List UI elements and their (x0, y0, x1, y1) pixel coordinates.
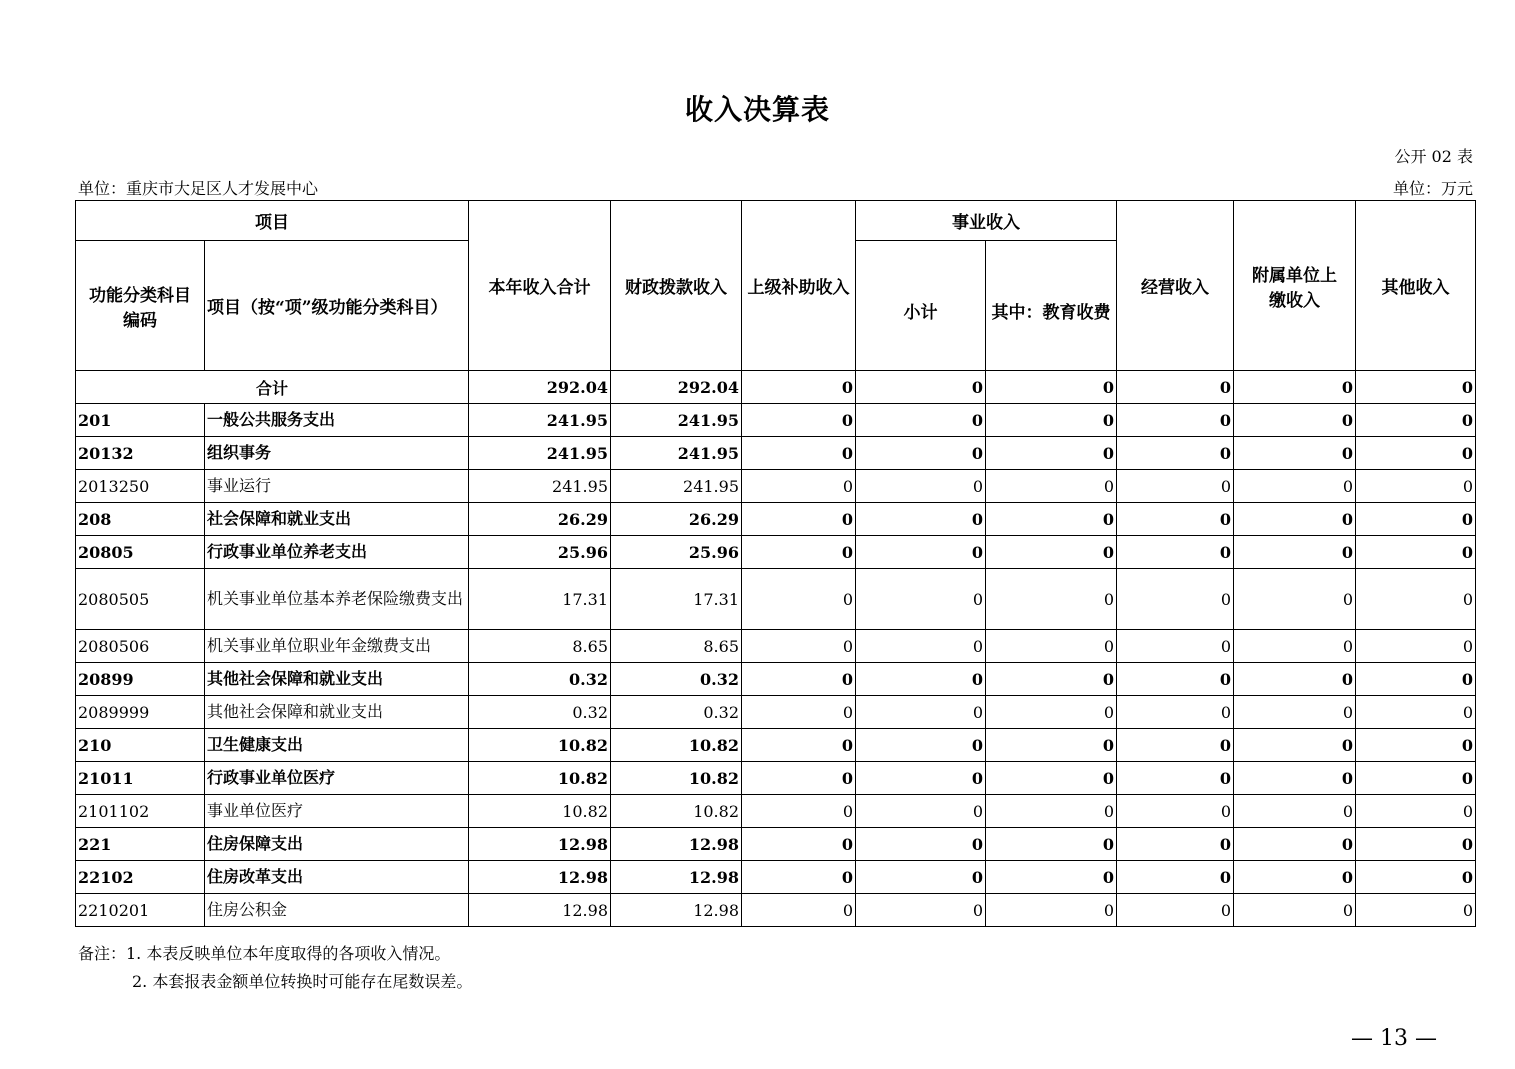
row-value: 0 (1356, 828, 1476, 861)
row-name: 其他社会保障和就业支出 (205, 696, 469, 729)
row-value: 0 (856, 503, 986, 536)
row-value: 0 (1356, 470, 1476, 503)
row-value: 0 (742, 470, 856, 503)
row-value: 0 (1356, 437, 1476, 470)
table-row (76, 663, 1476, 696)
row-value: 0 (1234, 762, 1356, 795)
row-value: 0 (1356, 630, 1476, 663)
row-code: 208 (76, 503, 205, 536)
row-value: 0 (856, 404, 986, 437)
table-row (76, 437, 1476, 470)
row-name: 其他社会保障和就业支出 (205, 663, 469, 696)
row-value: 0 (1356, 696, 1476, 729)
row-code: 2210201 (76, 894, 205, 927)
row-value: 0 (1356, 861, 1476, 894)
income-table (75, 200, 1476, 927)
row-value: 0 (1234, 536, 1356, 569)
row-value: 0 (1356, 503, 1476, 536)
row-value: 0 (856, 729, 986, 762)
table-row (76, 762, 1476, 795)
row-value: 10.82 (611, 762, 742, 795)
row-value: 0 (986, 828, 1117, 861)
row-value: 0 (1234, 696, 1356, 729)
row-value: 0 (1117, 437, 1234, 470)
row-value: 0 (856, 630, 986, 663)
row-value: 0 (742, 762, 856, 795)
row-value: 0 (1234, 470, 1356, 503)
total-value: 0 (1234, 371, 1356, 404)
row-value: 0 (986, 536, 1117, 569)
row-value: 0 (856, 569, 986, 630)
row-value: 0 (1117, 663, 1234, 696)
row-value: 0 (742, 630, 856, 663)
row-value: 0 (1234, 828, 1356, 861)
table-row (76, 696, 1476, 729)
row-value: 0 (1356, 404, 1476, 437)
header-name: 项目（按“项”级功能分类科目） (205, 241, 469, 371)
table-row (76, 861, 1476, 894)
row-value: 0 (856, 861, 986, 894)
row-value: 0 (986, 795, 1117, 828)
unit-organization: 单位：重庆市大足区人才发展中心 (78, 179, 319, 198)
table-row (76, 894, 1476, 927)
row-value: 0 (1117, 503, 1234, 536)
row-value: 0 (742, 437, 856, 470)
row-name: 社会保障和就业支出 (205, 503, 469, 536)
row-code: 21011 (76, 762, 205, 795)
row-value: 0.32 (611, 696, 742, 729)
row-value: 0 (986, 404, 1117, 437)
row-name: 住房保障支出 (205, 828, 469, 861)
total-value: 292.04 (611, 371, 742, 404)
total-label: 合计 (76, 371, 469, 404)
row-value: 0 (742, 828, 856, 861)
row-value: 10.82 (611, 795, 742, 828)
row-value: 0 (742, 569, 856, 630)
row-value: 17.31 (611, 569, 742, 630)
table-row (76, 828, 1476, 861)
row-value: 0 (742, 536, 856, 569)
row-value: 241.95 (611, 404, 742, 437)
row-name: 住房改革支出 (205, 861, 469, 894)
row-code: 2080506 (76, 630, 205, 663)
row-value: 241.95 (611, 470, 742, 503)
header-affiliated: 附属单位上缴收入 (1234, 201, 1356, 371)
row-value: 0 (1234, 729, 1356, 762)
row-value: 0 (1356, 894, 1476, 927)
row-name: 组织事务 (205, 437, 469, 470)
row-value: 12.98 (469, 894, 611, 927)
row-value: 0 (1234, 404, 1356, 437)
row-code: 210 (76, 729, 205, 762)
row-value: 0 (986, 861, 1117, 894)
row-value: 0 (986, 663, 1117, 696)
row-value: 0 (856, 762, 986, 795)
row-name: 行政事业单位医疗 (205, 762, 469, 795)
row-value: 0 (986, 894, 1117, 927)
total-value: 292.04 (469, 371, 611, 404)
total-value: 0 (1356, 371, 1476, 404)
row-value: 8.65 (469, 630, 611, 663)
notes (78, 940, 472, 996)
header-fiscal: 财政拨款收入 (611, 201, 742, 371)
row-value: 10.82 (611, 729, 742, 762)
row-value: 0 (1234, 503, 1356, 536)
page-number: — 13 — (1351, 1026, 1437, 1051)
row-value: 241.95 (611, 437, 742, 470)
row-value: 0.32 (611, 663, 742, 696)
row-value: 0 (1117, 404, 1234, 437)
table-row (76, 795, 1476, 828)
row-value: 0 (1356, 569, 1476, 630)
row-value: 241.95 (469, 404, 611, 437)
row-value: 0 (986, 630, 1117, 663)
row-value: 0 (1356, 795, 1476, 828)
row-value: 0 (1117, 762, 1234, 795)
row-code: 2089999 (76, 696, 205, 729)
row-name: 行政事业单位养老支出 (205, 536, 469, 569)
total-value: 0 (856, 371, 986, 404)
header-education: 其中：教育收费 (986, 241, 1117, 371)
row-value: 12.98 (469, 828, 611, 861)
row-name: 一般公共服务支出 (205, 404, 469, 437)
table-row (76, 630, 1476, 663)
row-value: 0 (1117, 536, 1234, 569)
row-value: 0 (1234, 894, 1356, 927)
total-value: 0 (986, 371, 1117, 404)
row-value: 0 (1356, 762, 1476, 795)
row-code: 20899 (76, 663, 205, 696)
row-value: 0 (1234, 437, 1356, 470)
row-value: 0 (1234, 795, 1356, 828)
header-project: 项目 (76, 201, 469, 241)
table-row (76, 569, 1476, 630)
row-value: 0 (742, 795, 856, 828)
row-value: 0 (742, 404, 856, 437)
row-value: 0 (1117, 630, 1234, 663)
row-code: 2013250 (76, 470, 205, 503)
row-value: 0 (986, 729, 1117, 762)
row-value: 0 (986, 470, 1117, 503)
table-row (76, 503, 1476, 536)
header-business-group: 事业收入 (856, 201, 1117, 241)
row-value: 10.82 (469, 795, 611, 828)
row-value: 0 (986, 503, 1117, 536)
row-value: 0.32 (469, 696, 611, 729)
row-value: 12.98 (611, 861, 742, 894)
form-number: 公开 02 表 (1394, 147, 1473, 166)
row-value: 26.29 (469, 503, 611, 536)
header-superior: 上级补助收入 (742, 201, 856, 371)
row-value: 0 (856, 437, 986, 470)
row-value: 12.98 (469, 861, 611, 894)
row-value: 0 (856, 663, 986, 696)
row-value: 241.95 (469, 437, 611, 470)
row-value: 0 (856, 795, 986, 828)
unit-currency: 单位：万元 (1392, 179, 1473, 198)
row-code: 2080505 (76, 569, 205, 630)
row-code: 2101102 (76, 795, 205, 828)
row-code: 201 (76, 404, 205, 437)
row-name: 机关事业单位职业年金缴费支出 (205, 630, 469, 663)
row-code: 20805 (76, 536, 205, 569)
row-value: 0 (742, 696, 856, 729)
header-total: 本年收入合计 (469, 201, 611, 371)
header-code: 功能分类科目编码 (76, 241, 205, 371)
header-operating: 经营收入 (1117, 201, 1234, 371)
row-value: 0 (742, 861, 856, 894)
row-value: 25.96 (469, 536, 611, 569)
note-line-1: 备注：1. 本表反映单位本年度取得的各项收入情况。 (78, 944, 451, 963)
row-value: 26.29 (611, 503, 742, 536)
row-value: 0 (1117, 569, 1234, 630)
row-name: 机关事业单位基本养老保险缴费支出 (205, 569, 469, 630)
row-value: 12.98 (611, 894, 742, 927)
row-value: 0 (1234, 569, 1356, 630)
row-value: 0 (1117, 894, 1234, 927)
row-name: 住房公积金 (205, 894, 469, 927)
row-value: 0 (986, 696, 1117, 729)
row-value: 0 (1117, 795, 1234, 828)
row-value: 0 (856, 696, 986, 729)
row-code: 22102 (76, 861, 205, 894)
row-value: 0 (856, 894, 986, 927)
row-value: 0 (1234, 663, 1356, 696)
row-value: 0 (742, 503, 856, 536)
row-value: 17.31 (469, 569, 611, 630)
row-value: 0 (1234, 630, 1356, 663)
row-name: 事业单位医疗 (205, 795, 469, 828)
header-subtotal: 小计 (856, 241, 986, 371)
row-value: 241.95 (469, 470, 611, 503)
total-row (76, 371, 1476, 404)
table-row (76, 729, 1476, 762)
table-row (76, 470, 1476, 503)
row-value: 0 (1117, 470, 1234, 503)
row-value: 0 (742, 894, 856, 927)
table-row (76, 536, 1476, 569)
table-row (76, 404, 1476, 437)
row-value: 0 (986, 569, 1117, 630)
row-value: 10.82 (469, 729, 611, 762)
row-value: 0 (1117, 861, 1234, 894)
row-value: 0 (856, 536, 986, 569)
row-value: 0 (742, 729, 856, 762)
page-title: 收入决算表 (684, 93, 830, 126)
row-value: 12.98 (611, 828, 742, 861)
row-value: 0 (742, 663, 856, 696)
total-value: 0 (742, 371, 856, 404)
row-value: 0 (1117, 696, 1234, 729)
row-value: 25.96 (611, 536, 742, 569)
row-name: 事业运行 (205, 470, 469, 503)
row-value: 0 (1356, 729, 1476, 762)
row-value: 0 (1117, 729, 1234, 762)
row-value: 0 (986, 762, 1117, 795)
row-value: 0 (856, 470, 986, 503)
row-name: 卫生健康支出 (205, 729, 469, 762)
row-value: 0 (1356, 663, 1476, 696)
row-value: 0.32 (469, 663, 611, 696)
header-other: 其他收入 (1356, 201, 1476, 371)
row-value: 0 (1234, 861, 1356, 894)
total-value: 0 (1117, 371, 1234, 404)
row-code: 221 (76, 828, 205, 861)
row-value: 0 (1356, 536, 1476, 569)
row-value: 0 (986, 437, 1117, 470)
row-value: 10.82 (469, 762, 611, 795)
note-line-2: 2. 本套报表金额单位转换时可能存在尾数误差。 (132, 972, 473, 991)
row-value: 8.65 (611, 630, 742, 663)
row-value: 0 (856, 828, 986, 861)
row-value: 0 (1117, 828, 1234, 861)
row-code: 20132 (76, 437, 205, 470)
